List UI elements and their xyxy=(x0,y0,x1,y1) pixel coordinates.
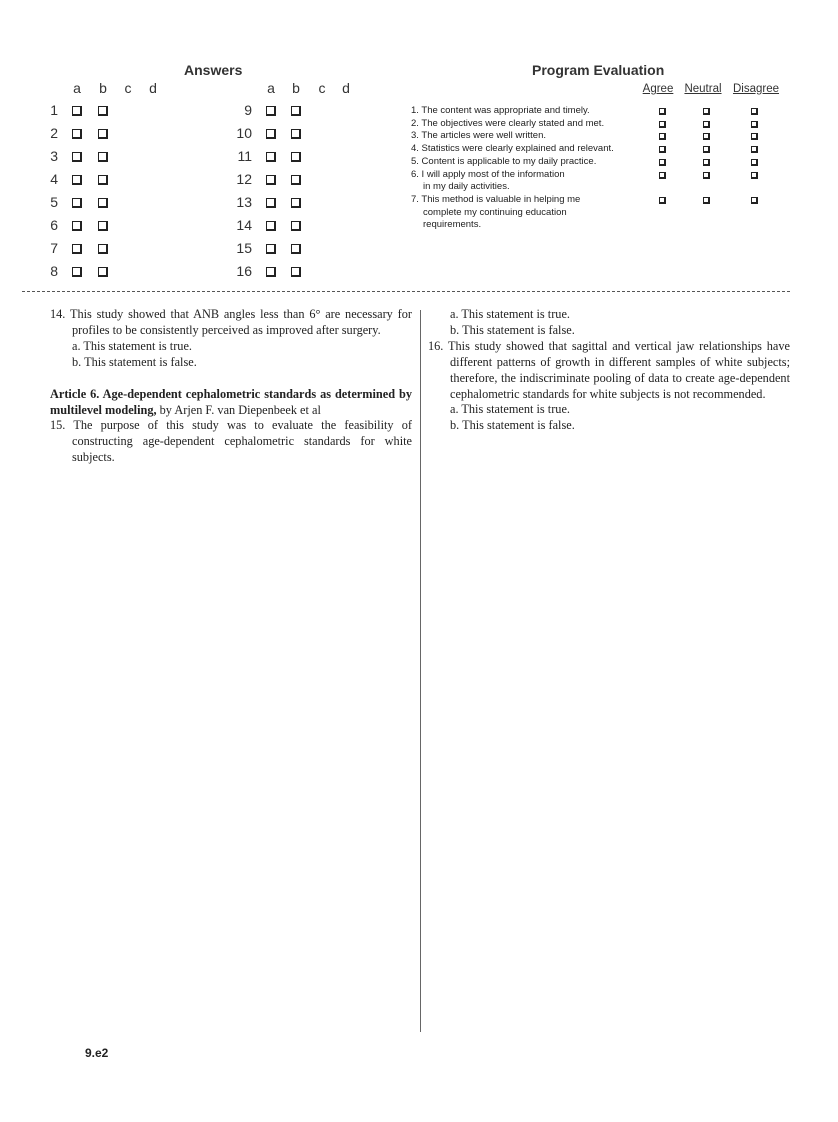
column-letter-c: c xyxy=(124,80,132,96)
question-number: 4 xyxy=(50,171,58,187)
evaluation-item-text: 2. The objectives were clearly stated and met. xyxy=(411,117,605,129)
answer-checkbox-b[interactable] xyxy=(291,244,301,254)
answer-checkbox-b[interactable] xyxy=(98,198,108,208)
rating-checkbox-neutral[interactable] xyxy=(703,159,710,166)
question-number: 9 xyxy=(244,102,252,118)
evaluation-item-text: 7. This method is valuable in helping me xyxy=(411,193,581,205)
evaluation-item-text: 6. I will apply most of the information xyxy=(411,168,565,180)
question-14-option-b: b. This statement is false. xyxy=(72,354,197,369)
question-number: 2 xyxy=(50,125,58,141)
column-divider xyxy=(420,310,421,1032)
answers-title: Answers xyxy=(184,62,243,78)
question-number: 13 xyxy=(236,194,252,210)
answer-checkbox-a[interactable] xyxy=(72,129,82,139)
answer-checkbox-b[interactable] xyxy=(291,152,301,162)
answer-checkbox-a[interactable] xyxy=(72,221,82,231)
answer-checkbox-a[interactable] xyxy=(72,198,82,208)
answer-checkbox-a[interactable] xyxy=(72,175,82,185)
question-number: 8 xyxy=(50,263,58,279)
answer-checkbox-a[interactable] xyxy=(266,267,276,277)
answer-checkbox-a[interactable] xyxy=(72,152,82,162)
page-number: 9.e2 xyxy=(85,1046,109,1060)
question-number: 3 xyxy=(50,148,58,164)
answer-checkbox-b[interactable] xyxy=(98,221,108,231)
answer-checkbox-b[interactable] xyxy=(98,106,108,116)
rating-checkbox-disagree[interactable] xyxy=(751,108,758,115)
article-author: by Arjen F. van Diepenbeek et al xyxy=(156,402,321,417)
question-number: 12 xyxy=(236,171,252,187)
evaluation-item-text: complete my continuing education xyxy=(423,206,567,218)
question-number: 16 xyxy=(236,263,252,279)
rating-checkbox-agree[interactable] xyxy=(659,159,666,166)
answer-checkbox-b[interactable] xyxy=(98,175,108,185)
rating-header-disagree: Disagree xyxy=(732,83,780,95)
answer-checkbox-b[interactable] xyxy=(291,106,301,116)
answer-checkbox-b[interactable] xyxy=(98,152,108,162)
question-number: 5 xyxy=(50,194,58,210)
answer-checkbox-a[interactable] xyxy=(266,129,276,139)
rating-checkbox-disagree[interactable] xyxy=(751,197,758,204)
answer-checkbox-b[interactable] xyxy=(291,175,301,185)
rating-checkbox-neutral[interactable] xyxy=(703,133,710,140)
rating-checkbox-disagree[interactable] xyxy=(751,121,758,128)
question-number: 14 xyxy=(236,217,252,233)
column-letter-d: d xyxy=(149,80,157,96)
answer-checkbox-b[interactable] xyxy=(98,244,108,254)
evaluation-title: Program Evaluation xyxy=(532,62,665,78)
rating-checkbox-agree[interactable] xyxy=(659,146,666,153)
answer-checkbox-b[interactable] xyxy=(291,267,301,277)
question-number: 7 xyxy=(50,240,58,256)
question-16: 16. This study showed that sagittal and vertical jaw relationships have different patterns of growth in different samples of white subjects; therefore, the indiscriminate pooling of data to create age-dependent cephalometric standards for white subjects is not recommended. xyxy=(428,338,790,401)
question-14: 14. This study showed that ANB angles less than 6° are necessary for profiles to be consistently perceived as improved after surgery. xyxy=(50,307,412,337)
question-number: 11 xyxy=(237,148,252,164)
question-number: 15 xyxy=(236,240,252,256)
answer-checkbox-b[interactable] xyxy=(291,129,301,139)
column-letter-a: a xyxy=(73,80,81,96)
left-column xyxy=(50,307,412,466)
evaluation-item-text: 3. The articles were well written. xyxy=(411,130,546,142)
column-letter-a: a xyxy=(267,80,275,96)
column-letter-b: b xyxy=(292,80,300,96)
answer-checkbox-a[interactable] xyxy=(266,221,276,231)
question-15-option-a: a. This statement is true. xyxy=(450,307,570,321)
answer-checkbox-a[interactable] xyxy=(266,175,276,185)
evaluation-item-text: 4. Statistics were clearly explained and relevant. xyxy=(411,143,614,155)
question-16-option-a: a. This statement is true. xyxy=(450,402,570,417)
rating-checkbox-agree[interactable] xyxy=(659,121,666,128)
rating-checkbox-neutral[interactable] xyxy=(703,121,710,128)
answer-checkbox-b[interactable] xyxy=(291,221,301,231)
rating-checkbox-disagree[interactable] xyxy=(751,146,758,153)
rating-checkbox-disagree[interactable] xyxy=(751,133,758,140)
answer-checkbox-a[interactable] xyxy=(266,198,276,208)
right-column xyxy=(428,307,790,434)
question-number: 10 xyxy=(236,125,252,141)
answer-checkbox-b[interactable] xyxy=(98,129,108,139)
column-letter-b: b xyxy=(99,80,107,96)
question-14-option-a: a. This statement is true. xyxy=(72,338,192,353)
rating-checkbox-neutral[interactable] xyxy=(703,197,710,204)
rating-header-neutral: Neutral xyxy=(684,83,722,95)
rating-checkbox-disagree[interactable] xyxy=(751,159,758,166)
rating-header-agree: Agree xyxy=(642,83,674,95)
rating-checkbox-agree[interactable] xyxy=(659,172,666,179)
rating-checkbox-neutral[interactable] xyxy=(703,172,710,179)
answer-checkbox-a[interactable] xyxy=(266,152,276,162)
rating-checkbox-neutral[interactable] xyxy=(703,108,710,115)
rating-checkbox-disagree[interactable] xyxy=(751,172,758,179)
answer-checkbox-a[interactable] xyxy=(266,106,276,116)
rating-checkbox-agree[interactable] xyxy=(659,197,666,204)
evaluation-item-text: 5. Content is applicable to my daily practice. xyxy=(411,155,597,167)
answer-checkbox-b[interactable] xyxy=(98,267,108,277)
column-letter-c: c xyxy=(318,80,326,96)
rating-checkbox-agree[interactable] xyxy=(659,133,666,140)
evaluation-item-text: in my daily activities. xyxy=(423,181,510,193)
question-15: 15. The purpose of this study was to evaluate the feasibility of constructing age-dependent cephalometric standards for white subjects. xyxy=(50,418,412,465)
question-number: 6 xyxy=(50,217,58,233)
rating-checkbox-agree[interactable] xyxy=(659,108,666,115)
question-15-option-b: b. This statement is false. xyxy=(450,322,575,337)
question-16-option-b: b. This statement is false. xyxy=(450,418,575,433)
answer-checkbox-a[interactable] xyxy=(72,244,82,254)
column-letter-d: d xyxy=(342,80,350,96)
answer-checkbox-a[interactable] xyxy=(266,244,276,254)
article-title: Article 6. Age-dependent cephalometric standards as determined by multilevel modeling, xyxy=(50,386,412,417)
rating-checkbox-neutral[interactable] xyxy=(703,146,710,153)
answer-checkbox-a[interactable] xyxy=(72,267,82,277)
question-number: 1 xyxy=(50,102,58,118)
evaluation-item-text: requirements. xyxy=(423,219,482,231)
answer-checkbox-b[interactable] xyxy=(291,198,301,208)
dashed-divider xyxy=(22,291,790,292)
evaluation-item-text: 1. The content was appropriate and timely. xyxy=(411,105,590,116)
answer-checkbox-a[interactable] xyxy=(72,106,82,116)
